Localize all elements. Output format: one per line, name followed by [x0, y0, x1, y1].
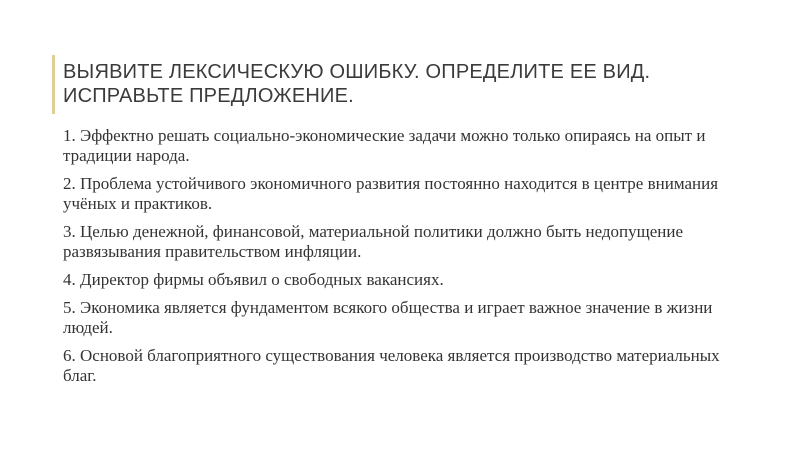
title-accent-bar [52, 55, 55, 114]
exercise-list [63, 126, 753, 394]
exercise-item-6: 6. Основой благоприятного существования человека является производство материальных благ. [63, 346, 720, 385]
title-line-2: ИСПРАВЬТЕ ПРЕДЛОЖЕНИЕ. [63, 85, 354, 107]
exercise-item-4: 4. Директор фирмы объявил о свободных вакансиях. [63, 270, 444, 289]
exercise-item-3: 3. Целью денежной, финансовой, материальной политики должно быть недопущение развязывания правительством инфляции. [63, 222, 684, 261]
title-line-1: ВЫЯВИТЕ ЛЕКСИЧЕСКУЮ ОШИБКУ. ОПРЕДЕЛИТЕ ЕЕ ВИД. [63, 61, 651, 83]
exercise-item-5: 5. Экономика является фундаментом всякого общества и играет важное значение в жизни людей. [63, 298, 713, 337]
exercise-item-2: 2. Проблема устойчивого экономичного развития постоянно находится в центре внимания учёных и практиков. [63, 174, 719, 213]
exercise-item-1: 1. Эффектно решать социально-экономические задачи можно только опираясь на опыт и традиции народа. [63, 126, 706, 165]
slide-title [63, 60, 763, 108]
